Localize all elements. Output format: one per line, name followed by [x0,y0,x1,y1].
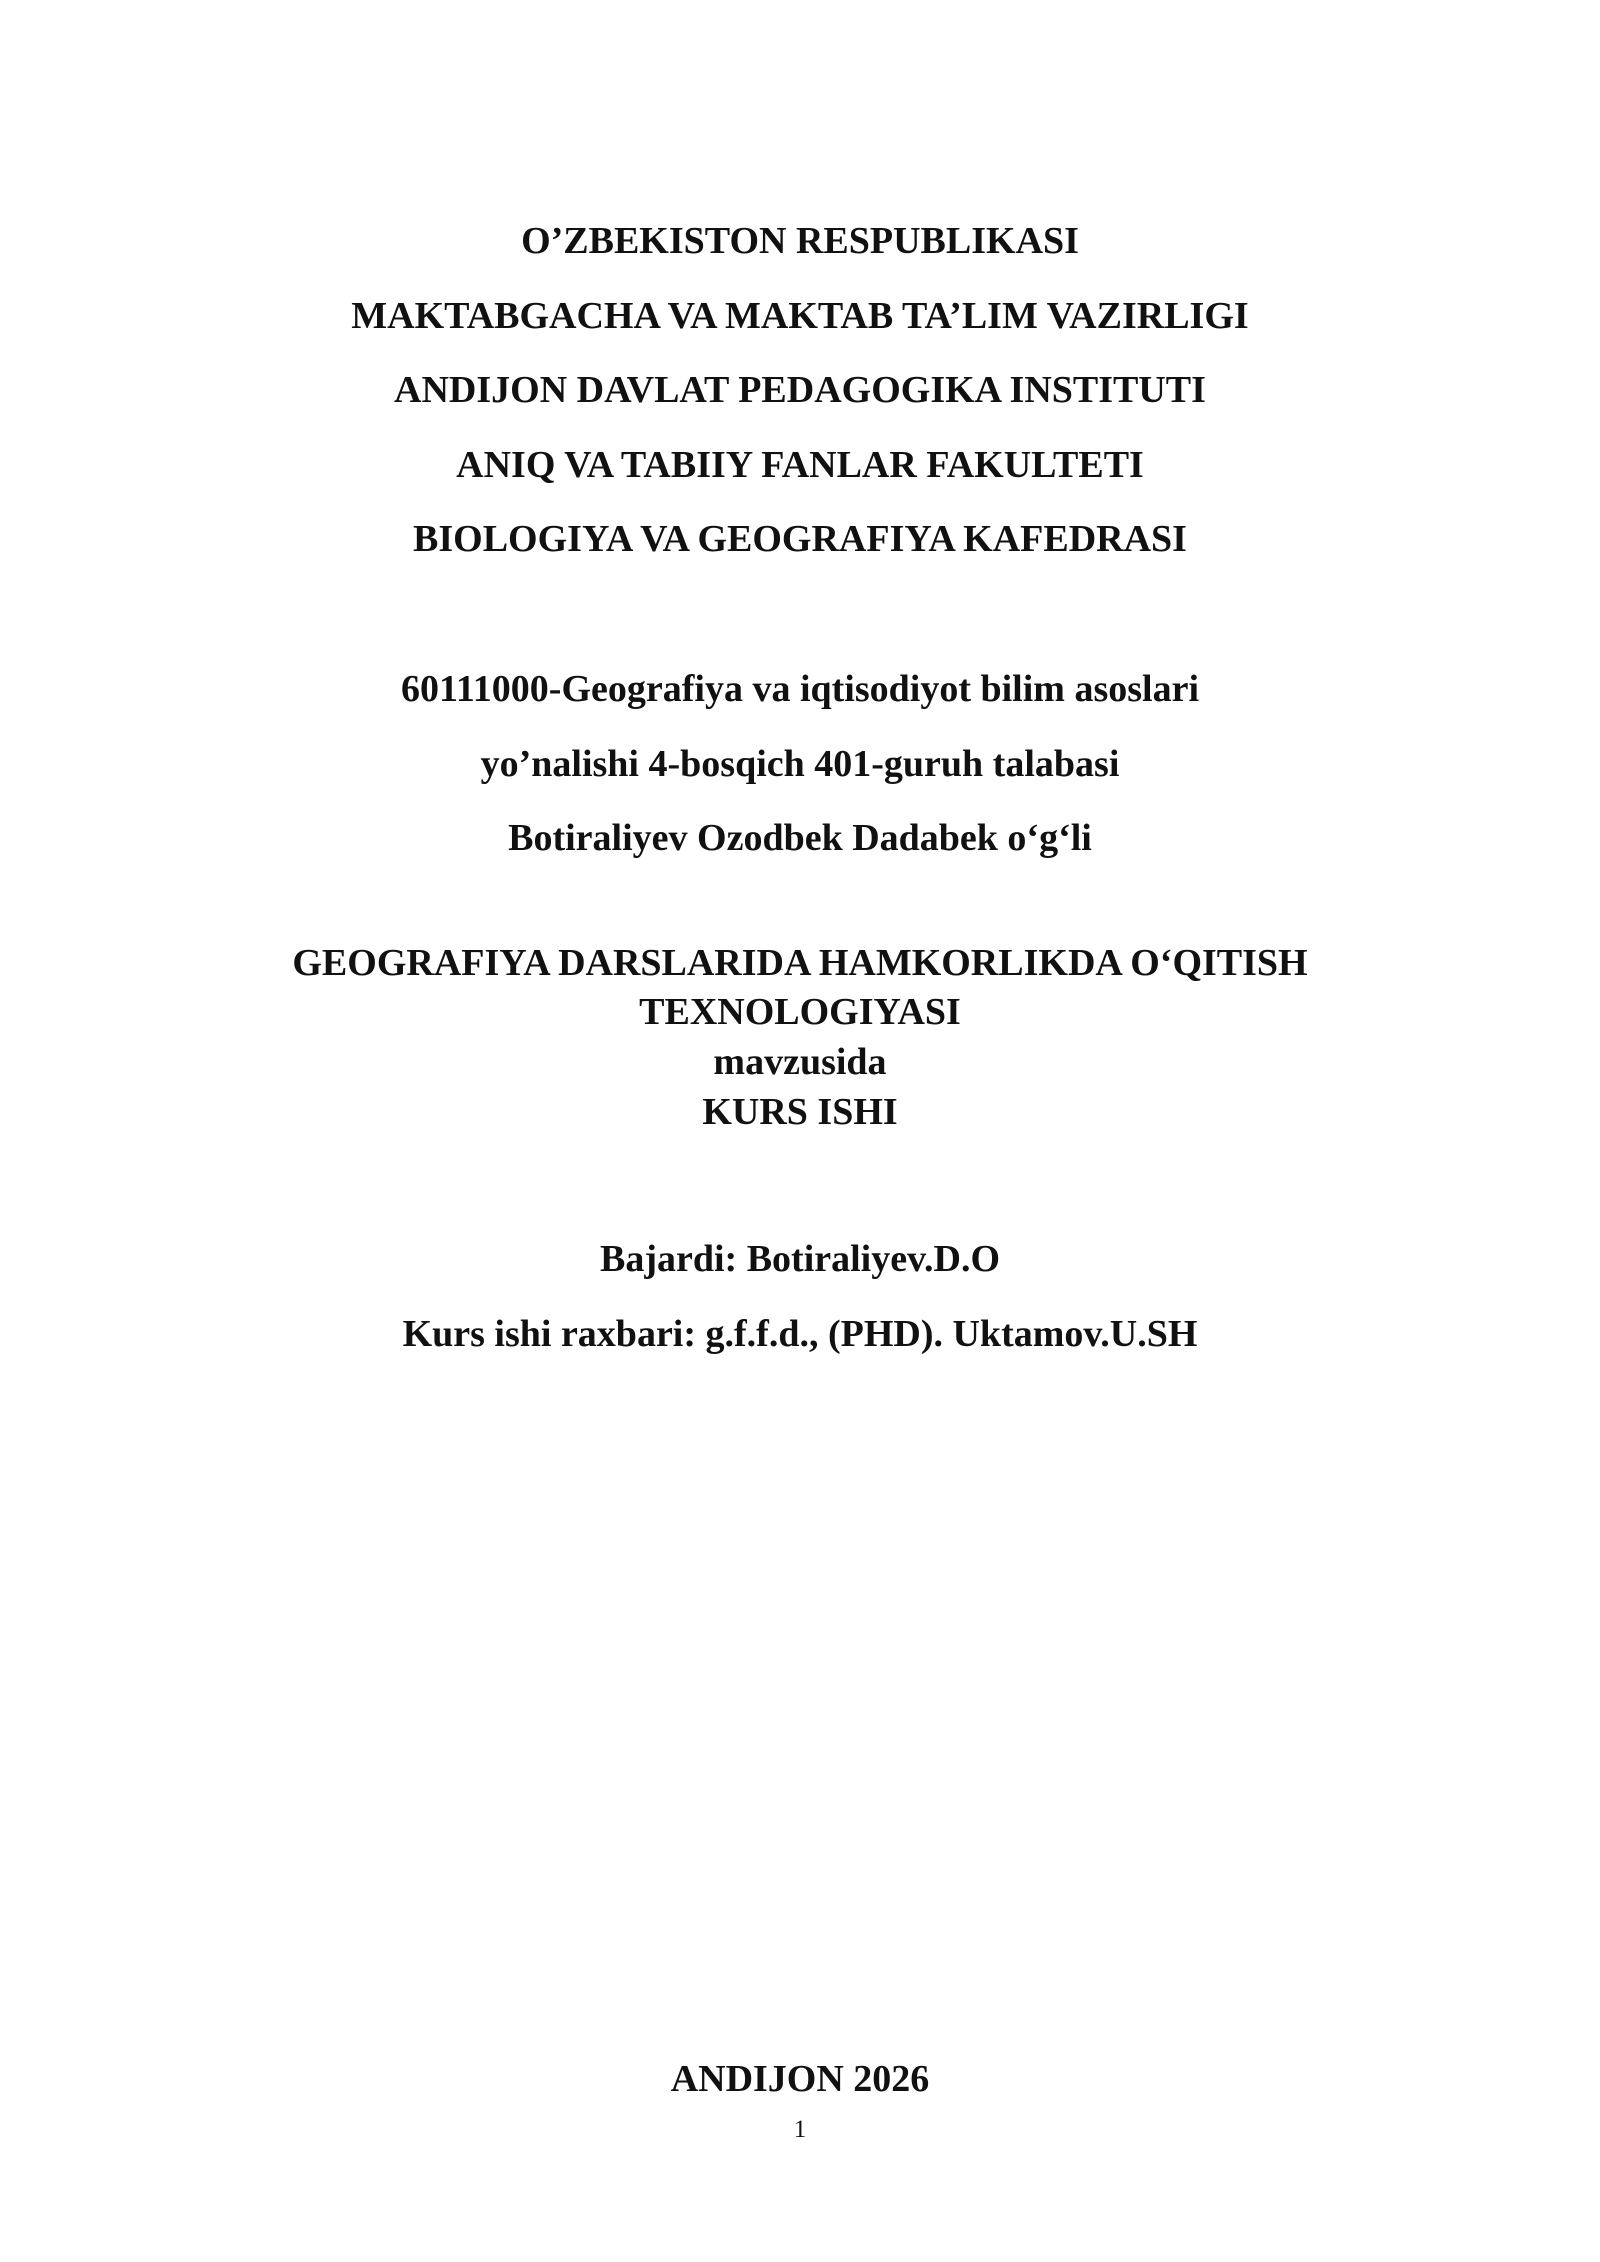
work-type: KURS ISHI [702,1091,898,1133]
faculty-heading: ANIQ VA TABIIY FANLAR FAKULTETI [456,444,1144,486]
page-number: 1 [793,2116,807,2143]
group-line: yo’nalishi 4-bosqich 401-guruh talabasi [480,743,1120,785]
topic-title-line1: GEOGRAFIYA DARSLARIDA HAMKORLIKDA O‘QITISH [292,942,1308,984]
topic-mavzusida: mavzusida [713,1041,887,1083]
department-heading: BIOLOGIYA VA GEOGRAFIYA KAFEDRASI [413,518,1187,560]
student-name: Botiraliyev Ozodbek Dadabek o‘g‘li [508,817,1092,859]
country-heading: O’ZBEKISTON RESPUBLIKASI [521,220,1079,262]
ministry-heading: MAKTABGACHA VA MAKTAB TA’LIM VAZIRLIGI [351,295,1249,337]
topic-title-line2: TEXNOLOGIYASI [639,991,961,1033]
city-year: ANDIJON 2026 [670,2058,930,2100]
supervisor: Kurs ishi raxbari: g.f.f.d., (PHD). Uktamov.U.SH [402,1313,1198,1355]
institute-heading: ANDIJON DAVLAT PEDAGOGIKA INSTITUTI [394,369,1206,411]
specialty-line: 60111000-Geografiya va iqtisodiyot bilim asoslari [400,668,1200,710]
done-by: Bajardi: Botiraliyev.D.O [599,1238,1001,1280]
